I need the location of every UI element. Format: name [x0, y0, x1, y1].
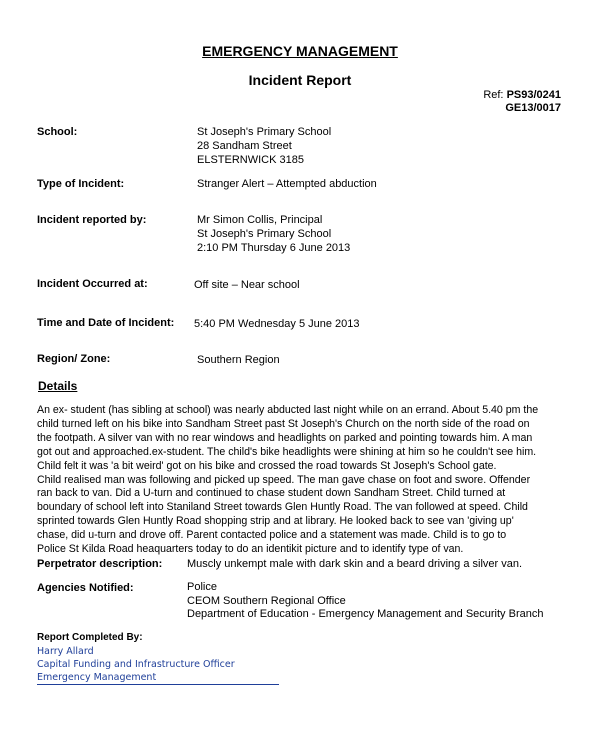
details-narrative — [37, 404, 563, 557]
narrative-line: child turned left on his bike into Sandham Street past St Joseph's Church on the north side of the road on — [37, 417, 530, 430]
incident-type-label: Type of Incident: — [37, 178, 125, 190]
narrative-line: ran back to van. Did a U-turn and continued to chase student down Sandham Street. Child turned at — [37, 487, 506, 500]
signature-underline — [37, 684, 279, 685]
reporter-name: Mr Simon Collis, Principal — [197, 214, 323, 226]
document-title: EMERGENCY MANAGEMENT — [202, 43, 398, 59]
narrative-line: Child realised man was following and picked up speed. The man gave chase on foot and swore. Offender — [37, 473, 531, 486]
ref-number-1: PS93/0241 — [506, 89, 561, 101]
completed-by-position: Capital Funding and Infrastructure Officer — [37, 659, 235, 670]
reference-line-1 — [483, 89, 561, 101]
agency-item: Police — [187, 581, 217, 593]
reference-line-2 — [505, 102, 561, 114]
incident-type-value: Stranger Alert – Attempted abduction — [197, 178, 377, 190]
school-suburb: ELSTERNWICK 3185 — [197, 154, 304, 166]
details-heading: Details — [38, 379, 78, 393]
completed-by-name: Harry Allard — [37, 646, 94, 657]
school-label: School: — [37, 126, 78, 138]
completed-by-unit: Emergency Management — [37, 672, 157, 683]
reported-by-value — [197, 213, 350, 255]
narrative-line: got out and approached.ex-student. The child's bike headlights were shining at him so he couldn't see him. — [37, 445, 537, 458]
narrative-line: An ex- student (has sibling at school) was nearly abducted last night while on an errand. About 5.40 pm the — [37, 404, 539, 416]
time-date-value: 5:40 PM Wednesday 5 June 2013 — [194, 318, 360, 330]
ref-number-2: GE13/0017 — [505, 102, 561, 114]
occurred-at-label: Incident Occurred at: — [37, 278, 148, 290]
ref-label: Ref: — [483, 89, 504, 101]
narrative-line: Police St Kilda Road heaquarters today to do an identikit picture and to identify type of van. — [37, 543, 464, 556]
narrative-line: boundary of school left into Staniland Street towards Glen Huntly Road. The van followed at speed. Child — [37, 501, 528, 514]
agency-item: Department of Education - Emergency Management and Security Branch — [187, 608, 544, 620]
agencies-value — [187, 581, 543, 622]
agencies-label: Agencies Notified: — [37, 582, 134, 594]
narrative-line: sprinted towards Glen Huntly Road shopping strip and at library. He looked back to see van 'giving up' — [37, 515, 514, 528]
agency-item: CEOM Southern Regional Office — [187, 594, 346, 607]
time-date-label: Time and Date of Incident: — [37, 317, 175, 329]
school-value — [197, 125, 331, 167]
narrative-line: chase, did u-turn and drove off. Parent contacted police and a statement was made. Child is to go to — [37, 529, 507, 542]
document-subtitle: Incident Report — [248, 72, 352, 88]
perpetrator-label: Perpetrator description: — [37, 558, 163, 570]
region-label: Region/ Zone: — [37, 353, 111, 365]
school-name: St Joseph's Primary School — [197, 126, 332, 138]
reporter-school: St Joseph's Primary School — [197, 228, 332, 240]
occurred-at-value: Off site – Near school — [194, 279, 300, 291]
reported-by-label: Incident reported by: — [37, 214, 147, 226]
narrative-line: Child felt it was 'a bit weird' got on his bike and crossed the road towards St Joseph's School gate. — [37, 459, 497, 472]
region-value: Southern Region — [197, 354, 280, 366]
reported-time: 2:10 PM Thursday 6 June 2013 — [197, 242, 351, 254]
school-street: 28 Sandham Street — [197, 140, 292, 152]
perpetrator-value: Muscly unkempt male with dark skin and a beard driving a silver van. — [187, 558, 523, 570]
narrative-line: the footpath. A silver van with no rear windows and headlights on parked and pointing towards him. A man — [37, 431, 533, 444]
completed-by-label: Report Completed By: — [37, 632, 143, 643]
